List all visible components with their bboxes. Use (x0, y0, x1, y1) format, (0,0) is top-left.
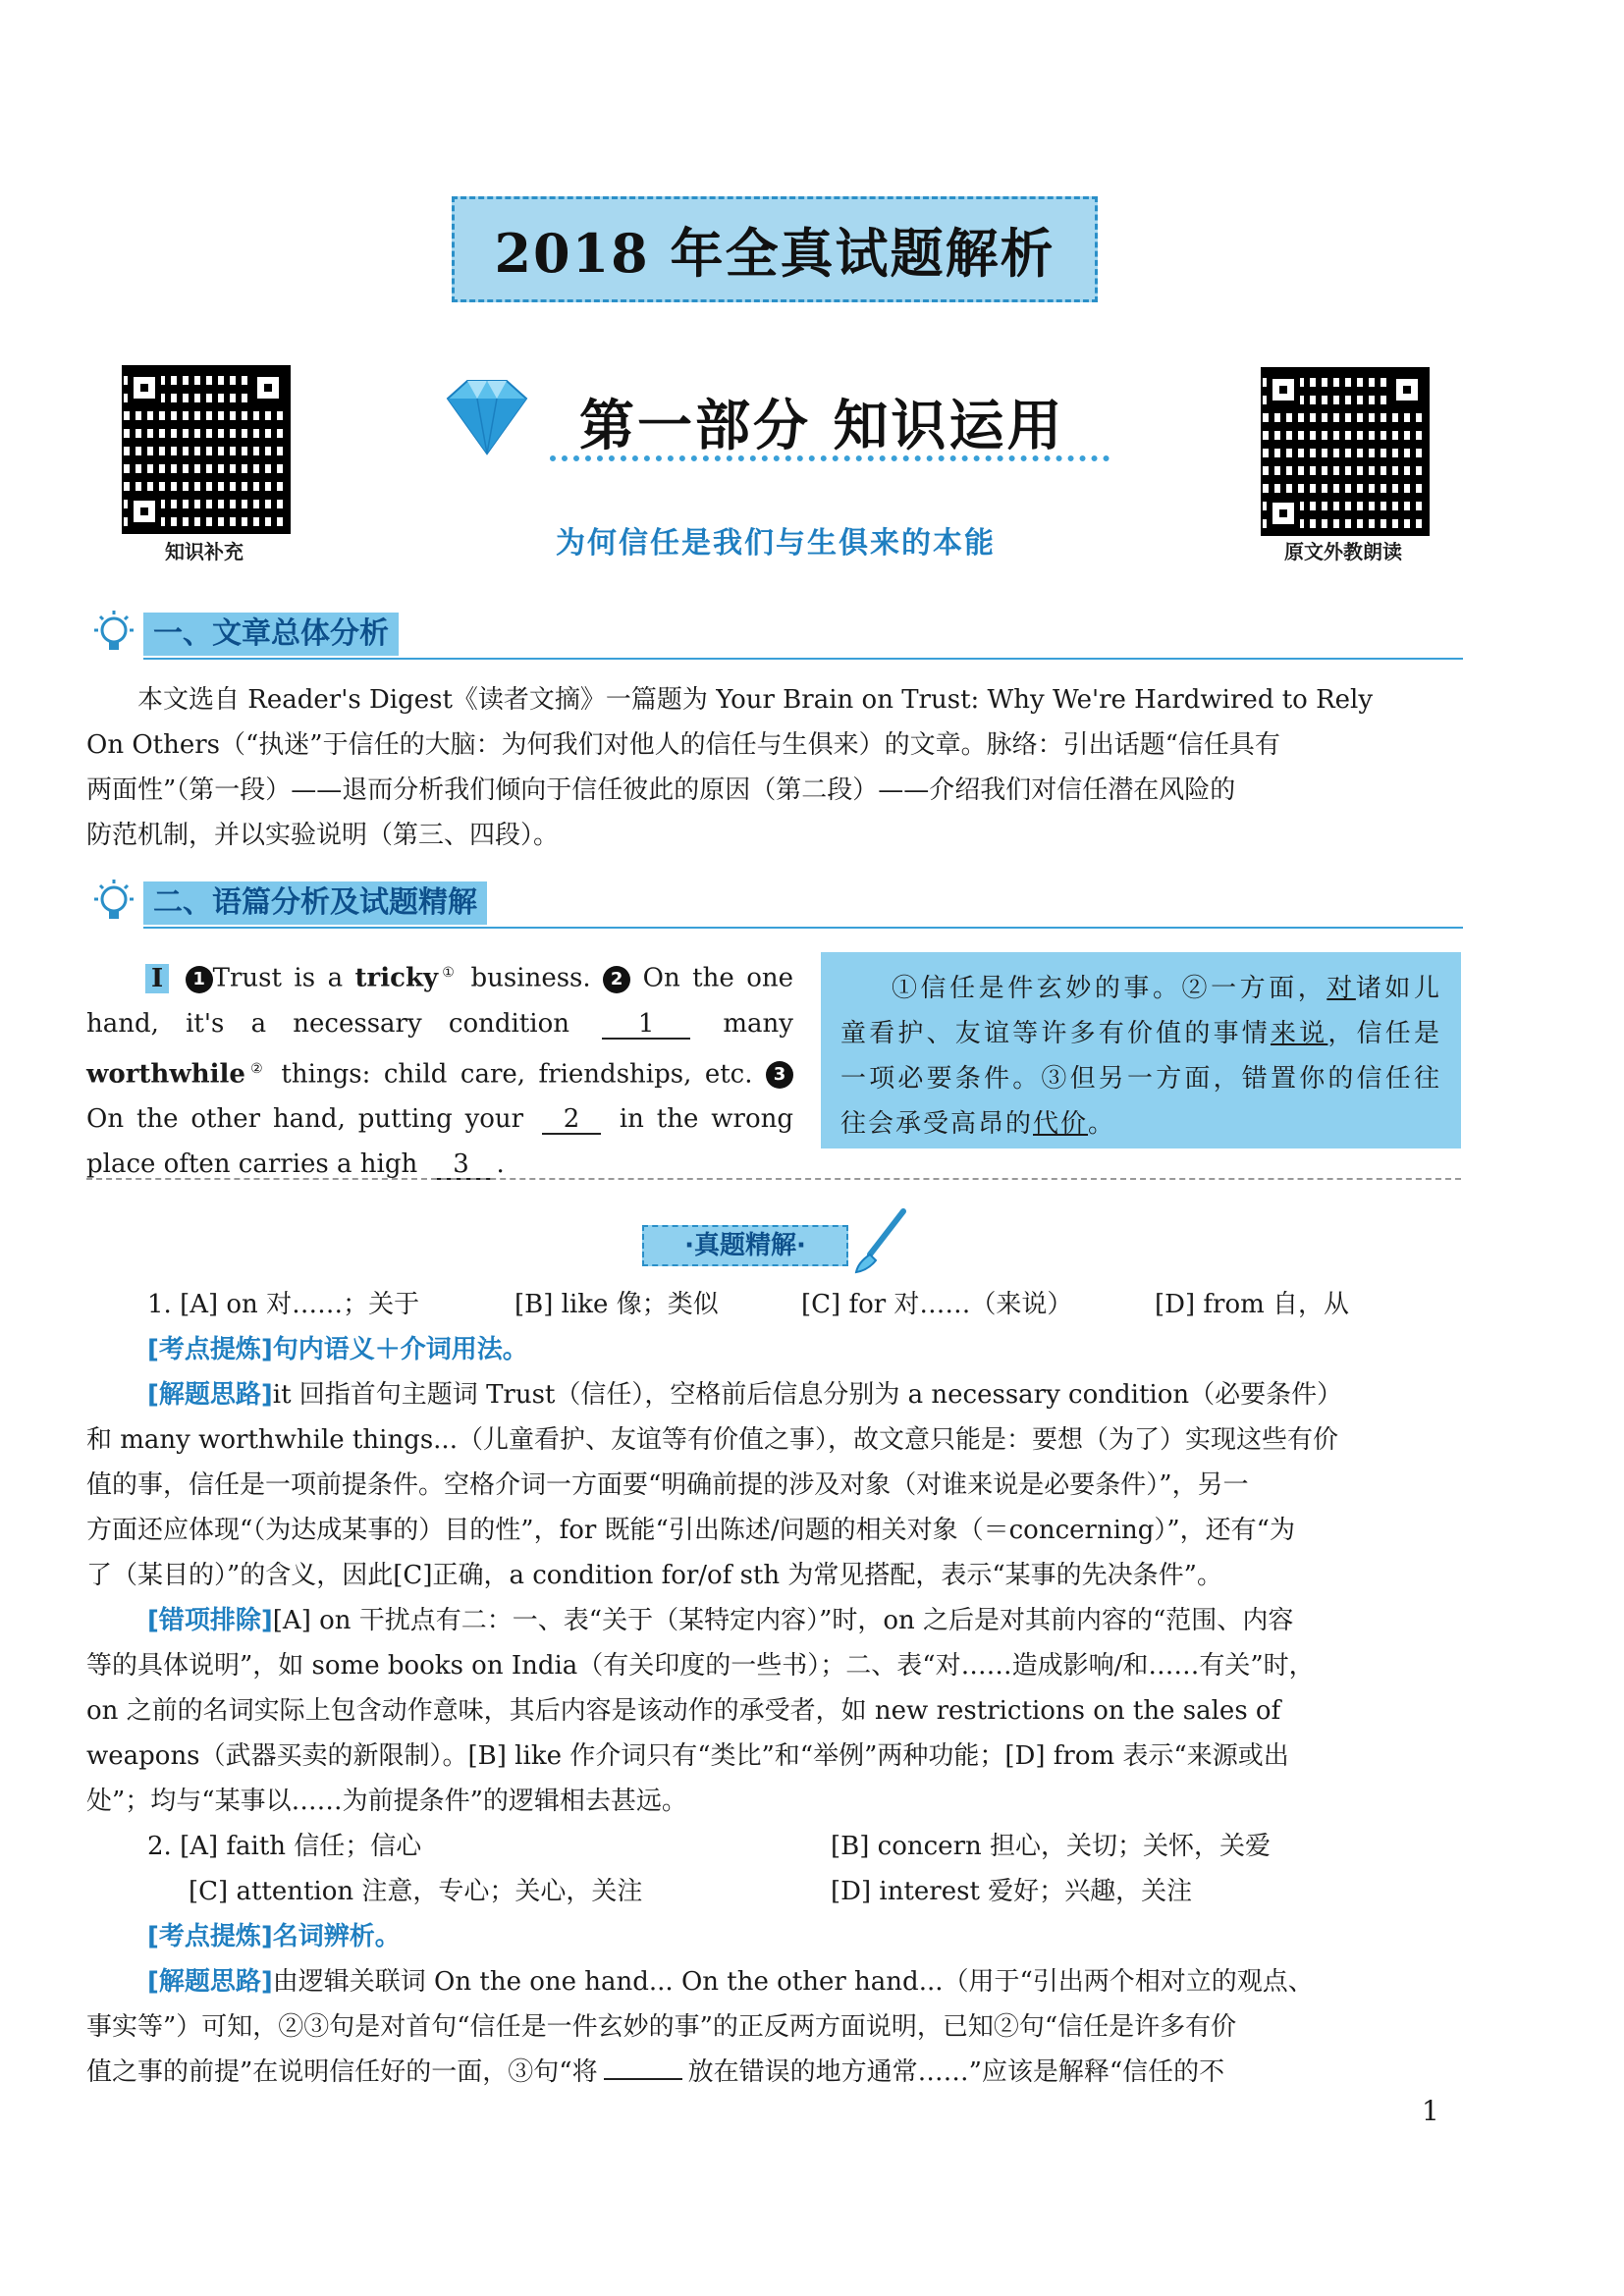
footnote-mark: ① (438, 965, 460, 981)
translation-text: ，信任是一项必要条件。③但另一方面，错置你的信任往往会承受高昂的 (840, 1019, 1441, 1139)
sentence-number: 3 (766, 1061, 793, 1089)
qr-left-label: 知识补充 (165, 540, 244, 563)
passage-text: On the other hand, putting your (86, 1104, 536, 1135)
answer-blank[interactable]: 1 (602, 1010, 690, 1040)
q2-point (86, 1914, 1461, 1959)
answer-blank[interactable]: 2 (542, 1105, 601, 1135)
point-tag: [考点提炼] (147, 1922, 273, 1951)
q1-point (86, 1327, 1461, 1372)
section2-heading-label: 二、语篇分析及试题精解 (143, 881, 487, 925)
idea-line: 事实等”）可知，②③句是对首句“信任是一件玄妙的事”的正反两方面说明，已知②句“信任是许多有价 (86, 2012, 1237, 2042)
q2-option-a[interactable]: 2. [A] faith 信任；信心 (147, 1832, 422, 1861)
q1-wrong (86, 1598, 1461, 1824)
paragraph-number: Ⅰ (145, 964, 169, 993)
q1-idea (86, 1372, 1461, 1598)
passage-text: . (496, 1149, 505, 1180)
diamond-icon (438, 377, 536, 457)
wrong-line: 等的具体说明”，如 some books on India（有关印度的一些书）；二、表“对……造成影响/和……有关”时， (86, 1651, 1315, 1681)
section1-heading-label: 一、文章总体分析 (143, 613, 399, 656)
s1-line: 本文选自 Reader's Digest《读者文摘》一篇题为 Your Brain on Trust: Why We're Hardwired to Rely (137, 685, 1374, 715)
part-title-dots (550, 455, 1110, 461)
qr-code-knowledge[interactable] (122, 365, 291, 534)
answer-blank[interactable]: 3 (432, 1150, 491, 1180)
section2-rule (143, 927, 1463, 929)
wrong-line: on 之前的名词实际上包含动作意味，其后内容是该动作的承受者，如 new restrictions on the sales of (86, 1696, 1281, 1726)
idea-line: 值的事，信任是一项前提条件。空格介词一方面要“明确前提的涉及对象（对谁来说是必要条件）”，另一 (86, 1470, 1249, 1500)
inline-blank (604, 2078, 682, 2080)
q1-option-a[interactable]: 1. [A] on 对……；关于 (147, 1290, 420, 1319)
translation-keyword: 对 (1326, 974, 1356, 1003)
part-title: 第一部分 知识运用 (579, 395, 1065, 458)
lightbulb-icon (88, 878, 139, 929)
translation-text: 诸如儿童看护、友谊等许多有价值的事情 (840, 974, 1441, 1048)
brush-icon (852, 1207, 911, 1276)
idea-line: 放在错误的地方通常……”应该是解释“信任的不 (687, 2057, 1225, 2087)
q1-option-b[interactable]: [B] like 像；类似 (514, 1290, 719, 1319)
q1-option-d[interactable]: [D] from 自，从 (1155, 1290, 1350, 1319)
sentence-number: 1 (186, 966, 213, 993)
section1-rule (143, 658, 1463, 660)
idea-tag: [解题思路] (147, 1380, 273, 1410)
s1-line: 防范机制，并以实验说明（第三、四段）。 (86, 821, 560, 850)
idea-line: 值之事的前提”在说明信任好的一面，③句“将 (86, 2057, 598, 2087)
s1-line: On Others（“执迷”于信任的大脑：为何我们对他人的信任与生俱来）的文章。脉络：引出话题“信任具有 (86, 730, 1280, 760)
translation-box (821, 952, 1461, 1148)
translation-text: 。 (1088, 1109, 1116, 1139)
wrong-tag: [错项排除] (147, 1606, 273, 1635)
q2-option-b[interactable]: [B] concern 担心，关切；关怀，关爱 (831, 1832, 1272, 1861)
qr-code-reading[interactable] (1261, 367, 1430, 536)
q2-option-c[interactable]: [C] attention 注意，专心；关心，关注 (189, 1877, 643, 1906)
article-subtitle: 为何信任是我们与生俱来的本能 (556, 526, 996, 561)
q2-options (86, 1824, 1461, 1914)
lightbulb-icon (88, 609, 139, 660)
vocab-word: tricky (354, 963, 439, 993)
footnote-mark: ② (244, 1060, 268, 1077)
wrong-line: 处”；均与“某事以……为前提条件”的逻辑相去甚远。 (86, 1787, 687, 1816)
idea-line: 方面还应体现“（为达成某事的）目的性”，for 既能“引出陈述/问题的相关对象（＝concerning）”，还有“为 (86, 1516, 1295, 1545)
section-divider (86, 1178, 1461, 1180)
point-text: 名词辨析。 (272, 1922, 401, 1951)
s1-line: 两面性”（第一段）——退而分析我们倾向于信任彼此的原因（第二段）——介绍我们对信任潜在风险的 (86, 775, 1236, 805)
idea-line: 和 many worthwhile things...（儿童看护、友谊等有价值之事），故文意只能是：要想（为了）实现这些有价 (86, 1425, 1338, 1455)
wrong-line: [A] on 干扰点有二：一、表“关于（某特定内容）”时，on 之后是对其前内容的“范围、内容 (272, 1606, 1294, 1635)
section1-body (86, 677, 1461, 858)
section1-heading (88, 607, 1463, 662)
translation-keyword: 代价 (1033, 1109, 1089, 1139)
passage-text: in the wrong place often carries a high (86, 1104, 793, 1180)
q2-option-d[interactable]: [D] interest 爱好；兴趣，关注 (831, 1877, 1193, 1906)
analysis-label: ·真题精解· (642, 1225, 848, 1266)
wrong-line: weapons（武器买卖的新限制）。[B] like 作介词只有“类比”和“举例”两种功能；[D] from 表示“来源或出 (86, 1741, 1289, 1771)
section2-heading (88, 876, 1463, 931)
passage-text: Trust is a (212, 963, 355, 993)
passage-text: On the one hand, it's a necessary condition (86, 963, 793, 1039)
page-title: 2018 年全真试题解析 (452, 196, 1098, 302)
q1-options (86, 1282, 1461, 1327)
idea-line: it 回指首句主题词 Trust（信任），空格前后信息分别为 a necessary condition（必要条件） (272, 1380, 1343, 1410)
q1-option-c[interactable]: [C] for 对……（来说） (801, 1290, 1073, 1319)
passage-text: things: child care, friendships, etc. (267, 1059, 766, 1090)
point-text: 句内语义＋介词用法。 (272, 1335, 528, 1364)
qr-right-label: 原文外教朗读 (1284, 540, 1402, 563)
page-number: 1 (1422, 2095, 1439, 2127)
translation-text: ①信任是件玄妙的事。②一方面， (892, 974, 1327, 1003)
idea-line: 由逻辑关联词 On the one hand... On the other hand...（用于“引出两个相对立的观点、 (272, 1967, 1314, 1997)
q2-idea (86, 1959, 1461, 2095)
point-tag: [考点提炼] (147, 1335, 273, 1364)
passage-text: many (696, 1008, 793, 1039)
sentence-number: 2 (603, 966, 630, 993)
passage-text: business. (459, 963, 604, 993)
translation-keyword: 来说 (1270, 1019, 1328, 1048)
idea-tag: [解题思路] (147, 1967, 273, 1997)
vocab-word: worthwhile (86, 1059, 245, 1090)
passage-paragraph (86, 950, 793, 1187)
idea-line: 了（某目的）”的含义，因此[C]正确，a condition for/of sth 为常见搭配，表示“某事的先决条件”。 (86, 1561, 1222, 1590)
